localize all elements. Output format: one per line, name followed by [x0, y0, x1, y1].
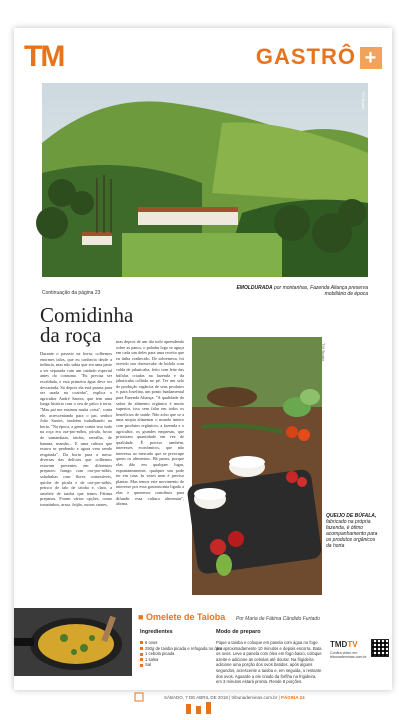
- page-footer: [164, 695, 305, 700]
- ingredients-list: [140, 640, 222, 668]
- prep-heading: Modo de preparo: [216, 629, 261, 635]
- ingredient-item: Sal: [140, 662, 222, 668]
- newspaper-page: [14, 28, 392, 700]
- hero-caption-text: por montanhas, Fazenda Aliança preserva mobiliário de época: [272, 285, 368, 297]
- section-title: GASTRÔ: [255, 44, 356, 69]
- farm-landscape-image: [42, 83, 368, 277]
- newspaper-logo: TM: [24, 40, 64, 73]
- page-corner-icon: [134, 692, 144, 702]
- omelete-photo: [14, 608, 132, 676]
- hero-caption: [218, 285, 368, 297]
- cheese-caption-lead: QUEIJO DE BÚFALA,: [326, 513, 377, 519]
- cheese-table-image: [192, 337, 322, 595]
- footer-page-number: PÁGINA 24: [281, 695, 305, 700]
- tmd-tv-logo: [330, 640, 358, 649]
- cheese-caption-text: fabricado na própria fazenda, é ótimo acompanhamento para os produtos orgânicos da horta: [326, 519, 378, 549]
- footer-date-site: SÁBADO, 7 DE ABRIL DE 2018 | tribunademinas.com.br |: [164, 695, 280, 700]
- omelete-pan-image: [14, 608, 132, 676]
- article-column-2: mas depois de um dia todo aprendendo sobre as pancs, o paladar logo se aguça em cada um deles para uma receita que eu tinha conhecido. De sobremesa, foi servido um cheesecake de búfala com calda de jabuticaba, feito com leite das búfalas criadas na fazenda e da jabuticaba colhida no pé. Ter um selo de produção orgânica de seus produtos e, para Josefina, um ponto fundamental para Fazenda Aliança. "A qualidade do sabor do alimento orgânico é muito superior, isso sem falar em todos os benefícios de saúde. Não acho que se a uma utopia alimentar o mundo inteiro com produtos orgânicos, a fazenda e o agricultor, os grandes empresas, que priorizam quantidade em vez de qualidade. É preciso também, interesses econômicos, que não interessa ao mercado que se preocupe quem os alimentos. Há pancs, porque elas dão em qualquer lugar, espontaneamente, qualquer um pode ter em casa, às vezes nem é preciso plantar. Mas temos este movimento de interesse por essa gastronomia ligada a elas e queremos contribuir para difundir essa cultura alimentar", afirma.: [116, 339, 184, 507]
- tmd-tv-logo-accent: TV: [347, 640, 358, 649]
- prep-text: Pique a taioba e coloque em panela com água no fogo por aproximadamente 10 minutos e depois escorra. Bata os ovos. Leve a panela com óleo em fogo baixo, coloque azeite e adicione as cebolas até dourar. Na frigideira adicione uma porção dos ovos batidos, após alguns segundos, acrescente a taioba e, em seguida, o restante dos ovos. Aguarde a ele criado da forfiha na frigideira, em 3 minutos estará pronta. Rende 8 porções.: [216, 640, 322, 685]
- hero-caption-lead: EMOLDURADA: [236, 285, 273, 291]
- headline-line-1: Comidinha: [40, 303, 134, 327]
- cheese-caption: [326, 513, 382, 549]
- article-column-1: Durante o passeio na horta, colhemos enormes talos, que eu conhecia desde a infância, mas não sabia que era uma parte a ser separada com um cuidado especial antes do consumo. "Eu precisa ser escaldada, e esta primeira água deve ser descartada. Só depois ela está pronta para ser usada na cozinha", explica o agricultor André Santos, que tem uma longa história com o seu de palco à terra. "Mas pai me ensinou muita coisa", conta ele, acrescentando para o pai, senhor João Santos, também trabalhando na horta. "Na época, a gente comia isso tudo na roça era ora-pro-nóbis, pícula, broto de samambaia, taioba, serralha, de banana, mamão... E uma cultura que estava se perdendo e agora vem sendo resgatada". Da horta para a mesa: diversas das delícias que colhemos estavam presentes em diferentes preparos: frango com ora-pro-nóbis, saladinhas com flores comestíveis, quiche de pícula e de ora-pro-nóbis, petisco de talo de taioba e, claro, a omelete de taioba que temos Fátima preparou. Foram várias opções, como tomatinhos, arroz, feijão, outras carnes,: [40, 351, 112, 508]
- section-header: [256, 44, 382, 70]
- ingredient-item: 250g de taioba picada e refogada no óleo: [140, 646, 222, 652]
- recipe-title-text: Omelete de Taioba: [145, 612, 226, 622]
- cheese-photo: [192, 337, 326, 595]
- tmd-tv-logo-main: TMD: [330, 640, 348, 649]
- cheese-photo-credit: TM Studio: [321, 343, 326, 362]
- video-promo-text: Confira vídeo em tribunademinas.com.br: [330, 651, 367, 660]
- folio-mark-icon: [184, 702, 220, 716]
- ingredients-heading: Ingredientes: [140, 629, 173, 635]
- qr-code-icon: [371, 639, 389, 657]
- hero-photo-credit: TM Studio: [361, 91, 366, 110]
- ingredient-item: 1 cebola picada: [140, 651, 222, 657]
- hero-photo: [42, 83, 368, 277]
- section-plus-badge: +: [360, 47, 382, 69]
- recipe-author: Por Maria de Fátima Cândido Furtado: [236, 616, 320, 622]
- ingredient-item: 6 ovos: [140, 640, 222, 646]
- ingredient-item: 1 salsa: [140, 657, 222, 663]
- continuation-note: Continuação da página 23: [42, 290, 101, 296]
- recipe-title: ■ Omelete de Taioba: [138, 612, 226, 622]
- headline-line-2: da roça: [40, 323, 102, 347]
